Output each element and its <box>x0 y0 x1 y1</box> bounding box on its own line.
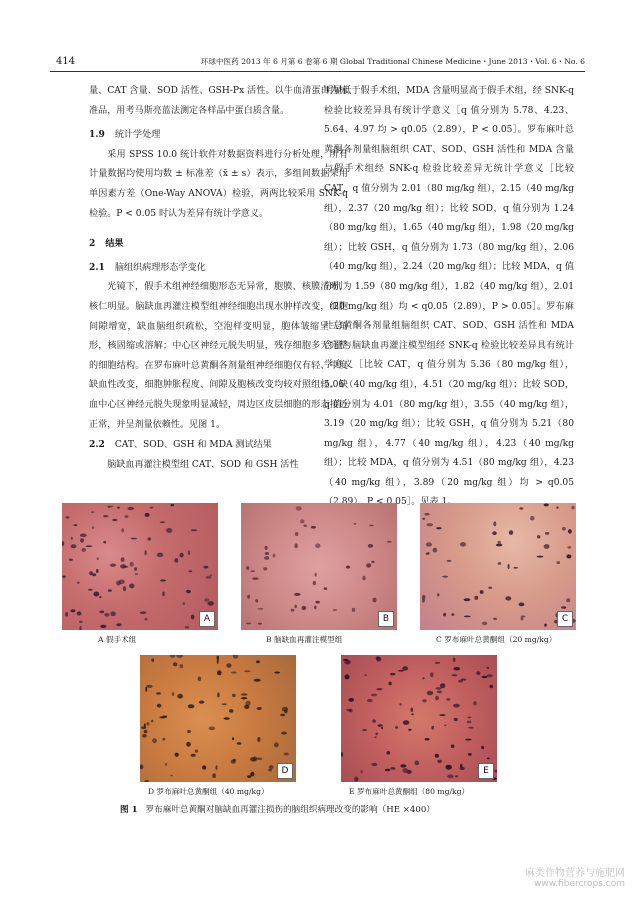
running-header <box>50 50 585 72</box>
micrograph-b-cells <box>241 503 397 630</box>
micrograph-a <box>62 503 218 630</box>
figure-caption-text: 罗布麻叶总黄酮对脑缺血再灌注损伤的脑组织病理改变的影响（HE ×400） <box>145 805 435 815</box>
section-1-9-heading <box>89 125 348 146</box>
left-column <box>89 82 348 475</box>
caption-a: A 假手术组 <box>98 635 137 644</box>
watermark-title: 麻类作物营养与施肥网 <box>525 868 625 879</box>
micrograph-e <box>341 655 497 782</box>
section-2-title: 结果 <box>105 238 124 250</box>
micrograph-a-letter: A <box>199 611 215 627</box>
micrograph-c-letter: C <box>557 611 573 627</box>
micrograph-e-cells <box>341 655 497 782</box>
paragraph-statistics: 采用 SPSS 10.0 统计软件对数据资料进行分析处理，所有计量数据均使用均数 ± 标准差（x̄ ± s）表示，多组间数据采用单因素方差（One-Way ANOVA）检验，两两比较采用 SNK-q 检验。P < 0.05 时认为差异有统计学意义。 <box>89 149 348 219</box>
journal-info: 环球中医药 2013 年 6 月第 6 卷第 6 期 Global Traditional Chinese Medicine・June 2013・Vol. 6・No. 6 <box>200 57 585 66</box>
caption-e: E 罗布麻叶总黄酮组（80 mg/kg） <box>349 787 470 796</box>
paragraph-results-start: 脑缺血再灌注模型组 CAT、SOD 和 GSH 活性 <box>107 459 299 470</box>
paragraph-pathology: 光镜下，假手术组神经细胞形态无异常，胞膜、核膜清晰，核仁明显。脑缺血再灌注模型组神经细胞出现水肿样改变，细胞间隙增宽，缺血脑组织疏松，空泡样变明显，胞体皱缩呈三角形，核固缩或溶解；中心区神经元脱失明显，残存细胞多无完整的细胞结构。在罗布麻叶总黄酮各剂量组神经细胞仅有轻、中度缺血性改变，细胞肿胀程度、间隙及胞核改变均较对照组轻。缺血中心区神经元脱失现象明显减轻，周边区皮层细胞的形态接近正常，并呈剂量依赖性。见图 1。 <box>89 282 348 430</box>
caption-b: B 脑缺血再灌注模型组 <box>266 635 343 644</box>
caption-d: D 罗布麻叶总黄酮组（40 mg/kg） <box>148 787 269 796</box>
micrograph-c-cells <box>420 503 576 630</box>
micrograph-b <box>241 503 397 630</box>
section-1-9-title: 统计学处理 <box>114 130 161 141</box>
page-number: 414 <box>56 56 76 67</box>
paragraph-results-continued: 明显低于假手术组，MDA 含量明显高于假手术组，经 SNK-q 检验比较差异具有统计学意义［q 值分别为 5.78、4.23、5.64、4.97 均 > q0.05（2.89），P < 0.05］。罗布麻叶总黄酮各剂量组脑组织 CAT、SOD、GSH 活性和 MDA 含量与假手术组经 SNK-q 检验比较差异无统计学意义［比较 CAT，q 值分别为 2.01（80 mg/kg 组），2.15（40 mg/kg 组），2.37（20 mg/kg 组）；比较 SOD，q 值分别为 1.24（80 mg/kg 组），1.65（40 mg/kg 组），1.98（20 mg/kg 组）；比较 GSH，q 值分别为 1.73（80 mg/kg 组），2.06（40 mg/kg 组），2.24（20 mg/kg 组）；比较 MDA，q 值分别为 1.59（80 mg/kg 组），1.82（40 mg/kg 组），2.01（20 mg/kg 组）均 < q0.05（2.89），P > 0.05］。罗布麻叶总黄酮各剂量组脑组织 CAT、SOD、GSH 活性和 MDA 含量与脑缺血再灌注模型组经 SNK-q 检验比较差异具有统计学意义［比较 CAT，q 值分别为 5.36（80 mg/kg 组），5.06（40 mg/kg 组），4.51（20 mg/kg 组）；比较 SOD，q 值分别为 4.01（80 mg/kg 组），3.55（40 mg/kg 组），3.19（20 mg/kg 组）；比较 GSH，q 值分别为 5.21（80 mg/kg 组），4.77（40 mg/kg 组），4.23（40 mg/kg 组）；比较 MDA，q 值分别为 4.51（80 mg/kg 组），4.23（40 mg/kg 组），3.89（20 mg/kg 组）均 > q0.05 0.05］。见表 <box>324 86 574 508</box>
figure-label: 图 1 <box>120 805 138 815</box>
right-column <box>324 82 574 513</box>
paragraph-intro: 量、CAT 含量、SOD 活性、GSH-Px 活性。以牛血清蛋白为标准品，用考马斯亮蓝法测定各样品中蛋白质含量。 <box>89 86 348 116</box>
section-2-1-title: 脑组织病理形态学变化 <box>114 262 206 273</box>
section-2-number: 2 <box>89 238 96 250</box>
section-2-heading <box>89 234 348 254</box>
caption-c: C 罗布麻叶总黄酮组（20 mg/kg） <box>436 635 557 644</box>
micrograph-a-cells <box>62 503 218 630</box>
section-1-9-number: 1.9 <box>89 129 105 141</box>
micrograph-d <box>140 655 296 782</box>
watermark-url: www.fibercrops.com <box>534 879 625 889</box>
watermark <box>525 864 625 889</box>
micrograph-e-letter: E <box>478 763 494 779</box>
section-2-2-heading <box>89 435 348 456</box>
section-2-1-heading <box>89 258 348 279</box>
section-2-1-number: 2.1 <box>89 261 105 273</box>
section-2-2-number: 2.2 <box>89 439 105 451</box>
micrograph-b-letter: B <box>378 611 394 627</box>
section-2-2-title: CAT、SOD、GSH 和 MDA 测试结果 <box>114 440 272 451</box>
micrograph-d-cells <box>140 655 296 782</box>
micrograph-c <box>420 503 576 630</box>
micrograph-d-letter: D <box>277 763 293 779</box>
header-rule <box>50 71 585 72</box>
figure-caption <box>120 803 435 815</box>
